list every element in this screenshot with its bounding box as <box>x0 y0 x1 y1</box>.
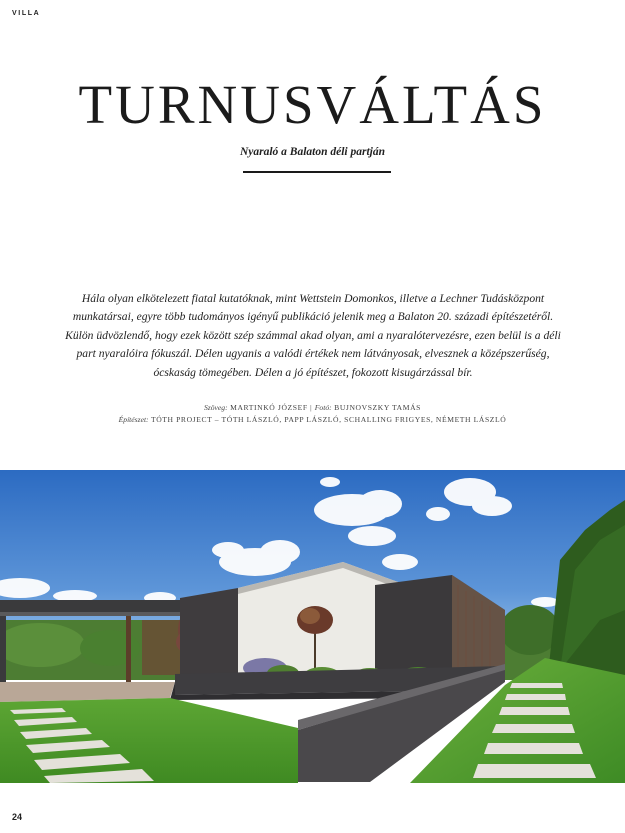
article-subtitle: Nyaraló a Balaton déli partján <box>239 146 386 158</box>
photo-credit-label: Fotó: <box>314 403 332 412</box>
article-title: TURNUSVÁLTÁS <box>78 73 547 135</box>
text-credit-label: Szöveg: <box>204 403 228 412</box>
architecture-credit-names: TÓTH PROJECT – TÓTH LÁSZLÓ, PAPP LÁSZLÓ, SCHALLING FRIGYES, NÉMETH LÁSZLÓ <box>150 415 507 424</box>
credit-separator: | <box>310 403 313 412</box>
magazine-brand: VILLA <box>12 10 41 17</box>
article-lead: Hála olyan elkötelezett fiatal kutatóknak, mint Wettstein Domonkos, illetve a Lechner Tudásközpont munkatársai, egyre több tudományos igényű publikáció jelenik meg a Balaton 20. századi építészetéről. Külön üdvözlendő, hogy ezek között szép számmal akad olyan, ami a nyaralótervezésre, ezen belül is a déli part nyaralóira fókuszál. Délen ugyanis a valódi értékek nem látványosak, elvesznek a középszerűség, ócskaság tömegében. Délen a jó építészet, fokozott kisugárzással bír. <box>65 291 561 379</box>
page-number: 24 <box>12 812 23 822</box>
credits-line-text-photo <box>0 403 625 412</box>
subtitle-underline <box>243 171 391 173</box>
architecture-credit-label: Építészet: <box>118 415 149 424</box>
text-credit-author: MARTINKÓ JÓZSEF <box>230 403 308 412</box>
credits-line-architecture <box>0 415 625 424</box>
house-photo <box>0 470 625 783</box>
photo-credit-author: BUJNOVSZKY TAMÁS <box>334 403 421 412</box>
